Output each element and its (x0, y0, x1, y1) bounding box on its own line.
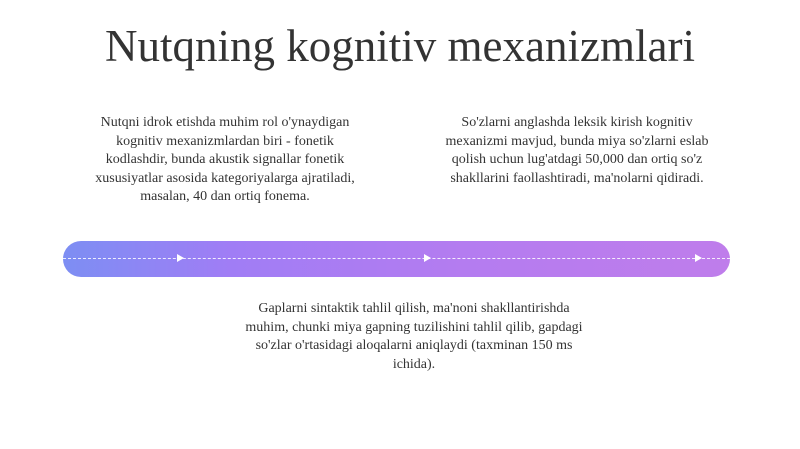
paragraph-phonetic-coding: Nutqni idrok etishda muhim rol o'ynaydigan kognitiv mexanizmlardan biri - fonetik kodlashdir, bunda akustik signallar fonetik xususiyatlar asosida kategoriyalarga ajratiladi, masalan, 40 dan ortiq fonema. (95, 115, 355, 204)
arrow-right-icon (424, 254, 431, 262)
paragraph-syntactic-parsing: Gaplarni sintaktik tahlil qilish, ma'noni shakllantirishda muhim, chunki miya gapning tuzilishini tahlil qilib, gapdagi so'zlar o'rtasidagi aloqalarni aniqlaydi (taxminan 150 ms ichida). (245, 301, 583, 372)
slide-title: Nutqning kognitiv mexanizmlari (105, 21, 695, 71)
paragraph-lexical-access: So'zlarni anglashda leksik kirish kognitiv mexanizmi mavjud, bunda miya so'zlarni eslab qolish uchun lug'atdagi 50,000 dan ortiq so'z shakllarini faollashtiradi, ma'nolarni qidiradi. (445, 115, 709, 186)
arrow-right-icon (177, 254, 184, 262)
arrow-right-icon (695, 254, 702, 262)
timeline-bar (63, 241, 730, 277)
timeline-dashed-line (63, 258, 730, 259)
